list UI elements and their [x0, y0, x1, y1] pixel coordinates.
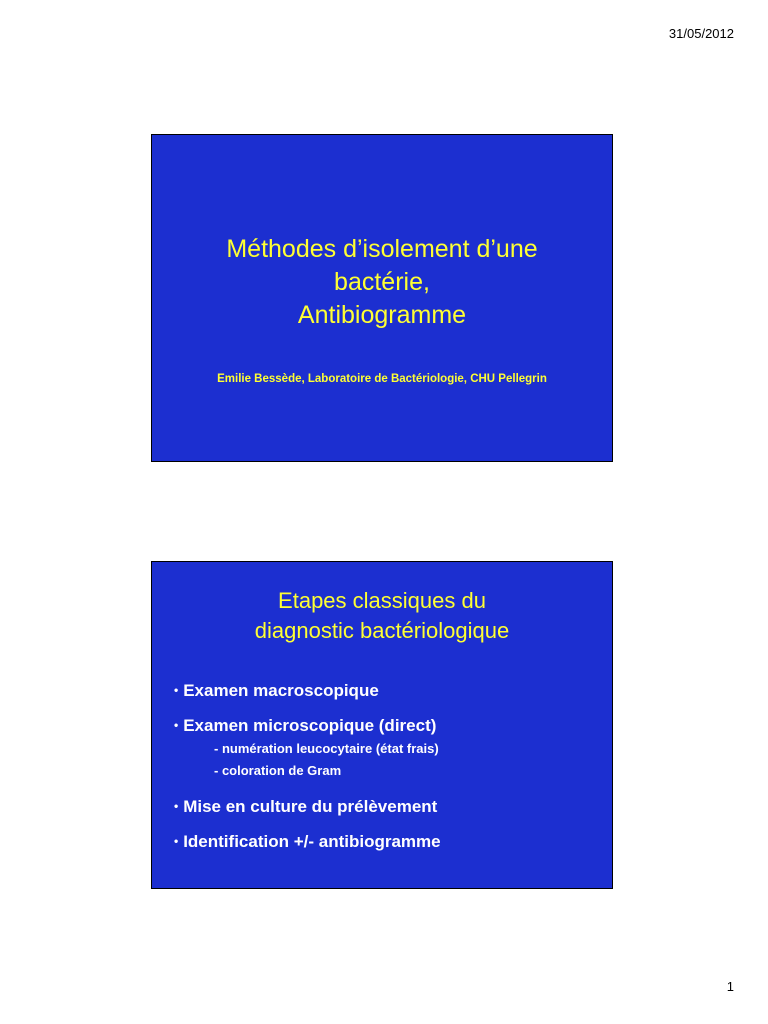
slide-1-title-line: Méthodes d’isolement d’une [226, 235, 538, 263]
slide-title-page [151, 134, 613, 462]
bullet-icon: • [174, 799, 179, 813]
bullet-icon: • [174, 834, 179, 848]
slide-1-title-line: Antibiogramme [297, 301, 467, 329]
slide-1-title-line: bactérie, [334, 268, 430, 296]
bullet-text: Identification +/- antibiogramme [183, 832, 441, 851]
bullet-icon: • [174, 718, 179, 732]
page-date: 31/05/2012 [668, 26, 734, 41]
bullet-item [174, 796, 441, 817]
bullet-text: Mise en culture du prélèvement [183, 797, 438, 816]
bullet-text: Examen macroscopique [183, 681, 379, 700]
slide-2-title-line: Etapes classiques du [278, 588, 486, 613]
slide-1-title [152, 233, 612, 332]
sub-item-list [214, 738, 441, 782]
slide-2-title-line: diagnostic bactériologique [254, 618, 510, 643]
page-number: 1 [726, 979, 734, 994]
sub-item: - coloration de Gram [214, 763, 342, 778]
bullet-item [174, 715, 441, 782]
slide-1-author: Emilie Bessède, Laboratoire de Bactériologie, CHU Pellegrin [217, 373, 547, 385]
sub-item: - numération leucocytaire (état frais) [214, 741, 439, 756]
bullet-item [174, 680, 441, 701]
slide-2-title [152, 586, 612, 646]
bullet-text: Examen microscopique (direct) [183, 716, 437, 735]
bullet-icon: • [174, 683, 179, 697]
bullet-list [174, 680, 441, 866]
bullet-item [174, 831, 441, 852]
slide-diagnostic-steps [151, 561, 613, 889]
